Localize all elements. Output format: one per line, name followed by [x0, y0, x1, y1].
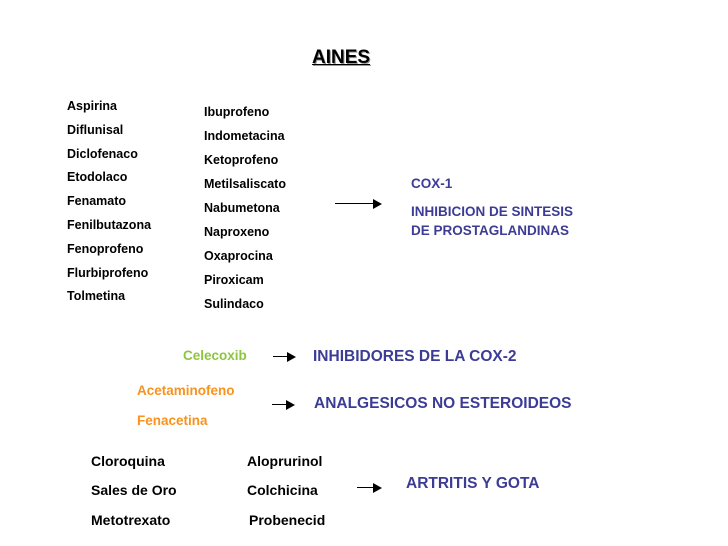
drug-item: Naproxeno [204, 225, 270, 239]
drug-item: Colchicina [247, 482, 318, 498]
drug-item: Flurbiprofeno [67, 265, 149, 280]
arrow-icon [273, 352, 296, 362]
celecoxib-label: Celecoxib [183, 348, 247, 363]
drug-item: Diclofenaco [67, 146, 138, 161]
drug-item: Fenilbutazona [67, 217, 152, 232]
arthritis-gout-label: ARTRITIS Y GOTA [406, 475, 540, 492]
analgesics-label: ANALGESICOS NO ESTEROIDEOS [314, 395, 572, 412]
drug-item: Nabumetona [204, 201, 280, 215]
aines-list-column-1 [67, 99, 151, 303]
cox2-inhibitors-label: INHIBIDORES DE LA COX-2 [313, 348, 517, 365]
drug-item: Piroxicam [204, 273, 264, 287]
cox1-label: COX-1 [411, 176, 453, 191]
drug-item: Diflunisal [67, 122, 124, 137]
cox1-description-line-2: DE PROSTAGLANDINAS [411, 223, 570, 238]
drug-item: Metilsaliscato [204, 177, 286, 191]
arrow-icon [272, 400, 295, 410]
drug-item: Tolmetina [67, 289, 126, 304]
drug-item: Oxaprocina [204, 249, 273, 263]
drug-item: Aspirina [67, 99, 118, 113]
drug-item: Etodolaco [67, 170, 128, 185]
aines-list-column-2 [204, 105, 286, 311]
drug-item: Metotrexato [91, 512, 171, 528]
drug-item: Aloprurinol [247, 453, 323, 469]
drug-item: Fenamato [67, 194, 127, 209]
drug-item: Fenoprofeno [67, 241, 144, 256]
drug-item: Ketoprofeno [204, 153, 279, 167]
drug-item: Indometacina [204, 129, 285, 143]
drug-item: Ibuprofeno [204, 105, 270, 119]
drug-item: Sulindaco [204, 297, 264, 311]
drug-item: Probenecid [249, 512, 326, 528]
arrow-icon [335, 199, 382, 209]
cox1-description-line-1: INHIBICION DE SINTESIS [411, 204, 574, 219]
drug-item: Sales de Oro [91, 482, 177, 498]
page-title: AINES [312, 47, 371, 68]
drug-item: Cloroquina [91, 453, 165, 469]
arrow-icon [357, 483, 382, 493]
fenacetina-label: Fenacetina [137, 413, 208, 428]
acetaminofeno-label: Acetaminofeno [137, 383, 235, 398]
